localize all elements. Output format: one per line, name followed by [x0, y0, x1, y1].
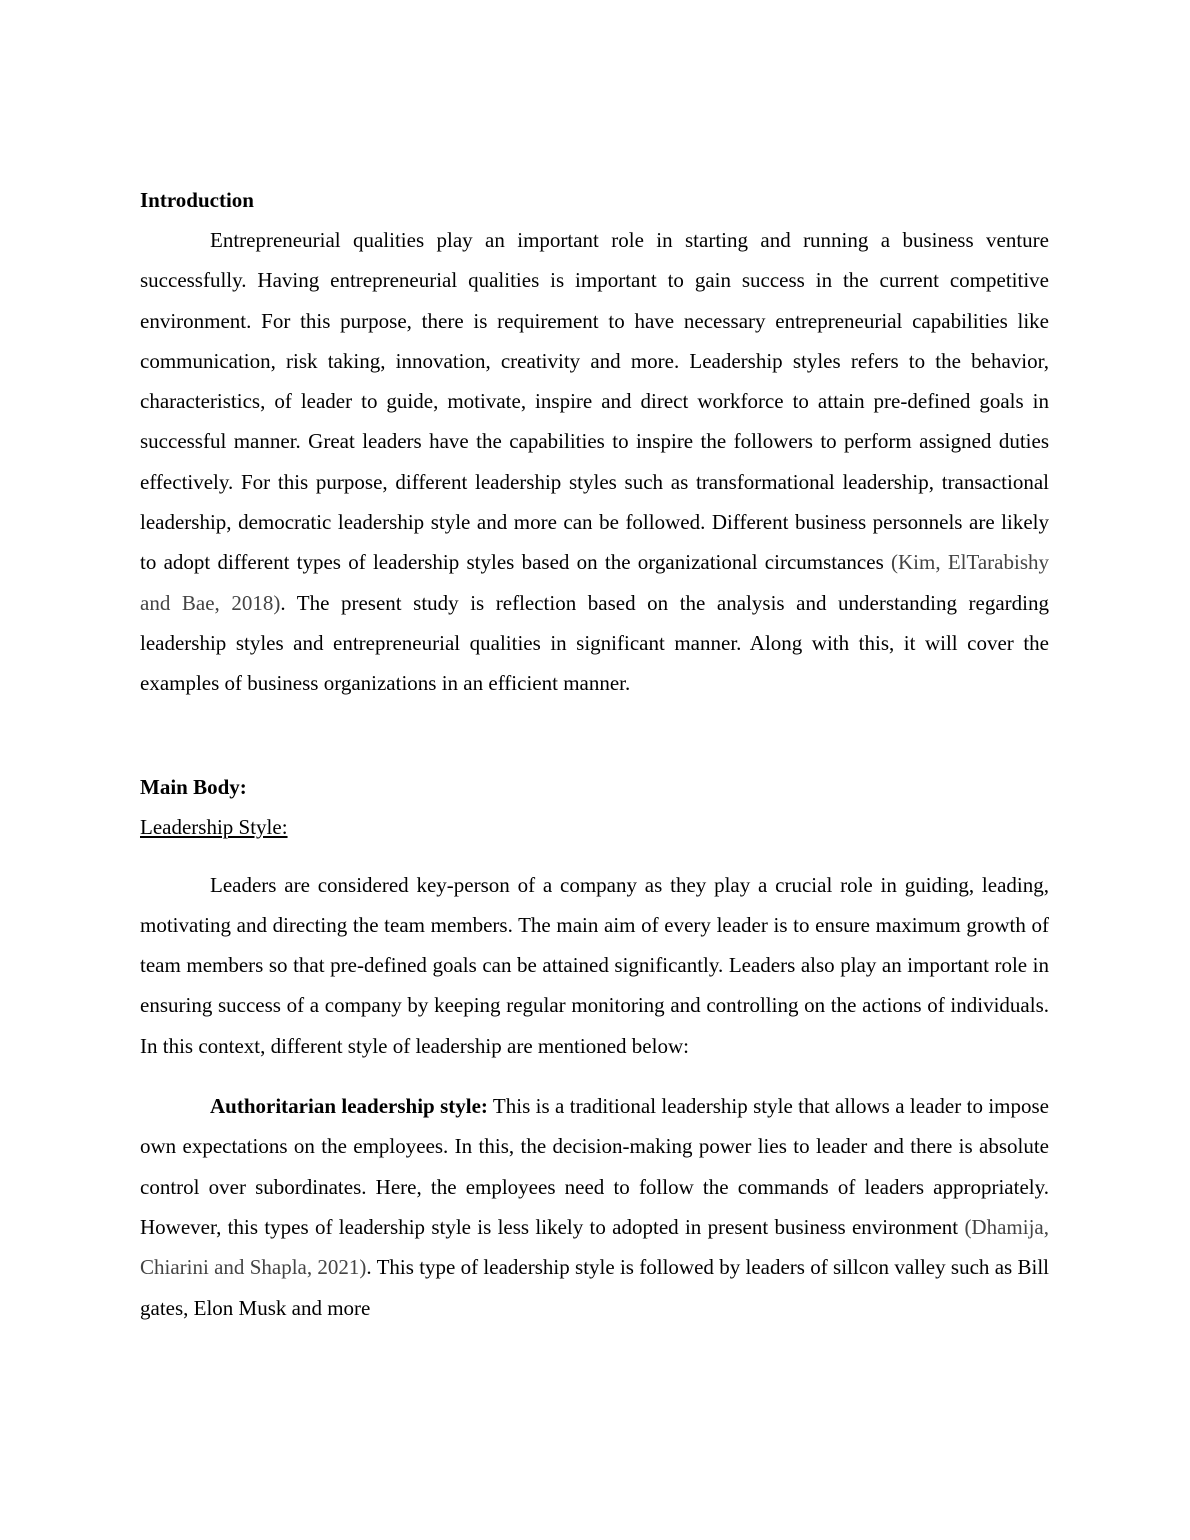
citation-dhamija-2021: (Dhamija, Chiarini and Shapla, 2021)	[140, 1214, 1049, 1280]
introduction-paragraph	[140, 220, 1049, 704]
document-page	[140, 183, 1049, 1328]
leadership-paragraph: Leaders are considered key-person of a company as they play a crucial role in guiding, leading, motivating and directing the team members. The main aim of every leader is to ensure maximum growth of team members so that pre-defined goals can be attained significantly. Leaders also play an important role in ensuring success of a company by keeping regular monitoring and controlling on the actions of individuals. In this context, different style of leadership are mentioned below:	[140, 872, 1049, 1058]
introduction-heading: Introduction	[140, 188, 254, 212]
authoritarian-paragraph	[140, 1086, 1049, 1328]
authoritarian-text-part-1: This is a traditional leadership style that allows a leader to impose own expectations on the employees. In this, the decision-making power lies to leader and there is absolute control over subordinates. Here, the employees need to follow the commands of leaders appropriately. However, this types of leadership style is less likely to adopted in present business environment	[140, 1094, 1049, 1239]
introduction-text-part-1: Entrepreneurial qualities play an important role in starting and running a business venture successfully. Having entrepreneurial qualities is important to gain success in the current competitive environment. For this purpose, there is requirement to have necessary entrepreneurial capabilities like communication, risk taking, innovation, creativity and more. Leadership styles refers to the behavior, characteristics, of leader to guide, motivate, inspire and direct workforce to attain pre-defined goals in successful manner. Great leaders have the capabilities to inspire the followers to perform assigned duties effectively. For this purpose, different leadership styles such as transformational leadership, transactional leadership, democratic leadership style and more can be followed. Different business personnels are likely to adopt different types of leadership styles based on the organizational circumstances	[140, 228, 1049, 575]
citation-kim-2018: (Kim, ElTarabishy and Bae, 2018)	[140, 550, 1049, 615]
leadership-style-subheading: Leadership Style:	[140, 814, 288, 839]
authoritarian-text-part-2: . This type of leadership style is followed by leaders of sillcon valley such as Bill gates, Elon Musk and more	[140, 1255, 1049, 1320]
authoritarian-label: Authoritarian leadership style:	[210, 1094, 488, 1119]
section-spacer	[140, 704, 1049, 770]
introduction-text-part-2: . The present study is reflection based on the analysis and understanding regarding leadership styles and entrepreneurial qualities in significant manner. Along with this, it will cover the examples of business organizations in an efficient manner.	[140, 590, 1049, 696]
main-body-heading: Main Body:	[140, 774, 247, 799]
